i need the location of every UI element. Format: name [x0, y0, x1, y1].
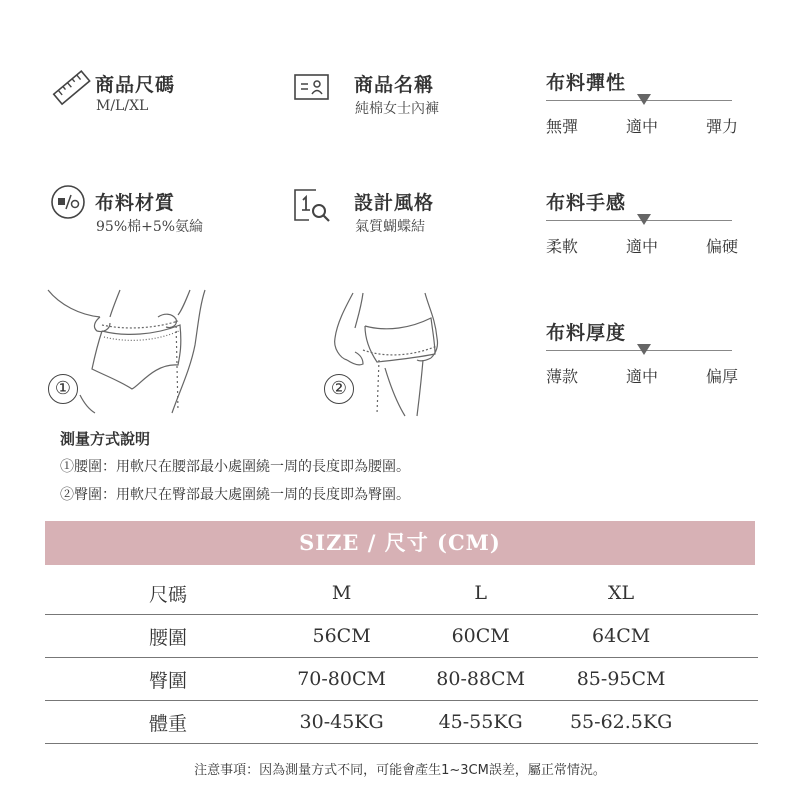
thickness-label-high: 偏厚 — [705, 367, 738, 386]
feel-label-mid: 適中 — [625, 237, 658, 256]
size-banner: SIZE / 尺寸 (CM) — [45, 521, 755, 565]
elasticity-title: 布料彈性 — [546, 72, 627, 94]
table-row — [45, 701, 758, 744]
scale-marker-icon — [637, 94, 651, 105]
table-cell: 64CM — [550, 615, 692, 658]
table-cell: 56CM — [272, 615, 411, 658]
name-attr-value: 純棉女士內褲 — [355, 101, 439, 117]
table-row-label: 臀圍 — [45, 658, 272, 701]
elasticity-scale — [546, 68, 736, 148]
table-cell: 30-45KG — [272, 701, 411, 744]
instructions-title: 測量方式說明 — [60, 430, 151, 448]
ruler-icon — [52, 68, 92, 108]
size-table — [45, 572, 758, 744]
style-search-icon — [292, 186, 332, 226]
name-attr-title: 商品名稱 — [354, 74, 435, 96]
instructions-hip: ②臀圍：用軟尺在臀部最大處圍繞一周的長度即為臀圍。 — [60, 487, 410, 503]
style-attr-title: 設計風格 — [354, 192, 435, 214]
table-row-label: 腰圍 — [45, 615, 272, 658]
thickness-scale — [546, 318, 736, 398]
thickness-label-mid: 適中 — [625, 367, 658, 386]
table-header-cell: L — [411, 572, 550, 615]
size-attr-title: 商品尺碼 — [95, 74, 176, 96]
table-cell: 45-55KG — [411, 701, 550, 744]
feel-title: 布料手感 — [546, 192, 627, 214]
table-spacer — [692, 615, 758, 658]
table-spacer — [692, 572, 758, 615]
elasticity-label-low: 無彈 — [546, 117, 579, 136]
elasticity-label-high: 彈力 — [705, 117, 738, 136]
style-attr-value: 氣質蝴蝶結 — [355, 219, 425, 235]
scale-marker-icon — [637, 344, 651, 355]
table-cell: 80-88CM — [411, 658, 550, 701]
step-two-badge: ② — [324, 374, 354, 404]
feel-label-high: 偏硬 — [705, 237, 738, 256]
table-header-label: 尺碼 — [45, 572, 272, 615]
table-spacer — [692, 658, 758, 701]
table-cell: 85-95CM — [550, 658, 692, 701]
name-card-icon — [292, 70, 332, 110]
table-cell: 55-62.5KG — [550, 701, 692, 744]
table-header-cell: M — [272, 572, 411, 615]
step-one-badge: ① — [48, 374, 78, 404]
material-attr-title: 布料材質 — [95, 192, 176, 214]
footer-note: 注意事項：因為測量方式不同，可能會產生1~3CM誤差，屬正常情況。 — [194, 763, 606, 778]
table-cell: 60CM — [411, 615, 550, 658]
table-row — [45, 658, 758, 701]
table-spacer — [692, 701, 758, 744]
elasticity-label-mid: 適中 — [625, 117, 658, 136]
table-header-cell: XL — [550, 572, 692, 615]
table-row-label: 體重 — [45, 701, 272, 744]
table-cell: 70-80CM — [272, 658, 411, 701]
scale-marker-icon — [637, 214, 651, 225]
feel-label-low: 柔軟 — [546, 237, 579, 256]
table-header-row — [45, 572, 758, 615]
size-attr-value: M/L/XL — [96, 98, 149, 114]
material-attr-value: 95%棉+5%氨綸 — [96, 219, 204, 235]
thickness-title: 布料厚度 — [546, 322, 627, 344]
instructions-waist: ①腰圍：用軟尺在腰部最小處圍繞一周的長度即為腰圍。 — [60, 459, 410, 475]
thickness-label-low: 薄款 — [546, 367, 579, 386]
feel-scale — [546, 188, 736, 268]
fabric-ratio-icon — [50, 184, 90, 224]
table-row — [45, 615, 758, 658]
